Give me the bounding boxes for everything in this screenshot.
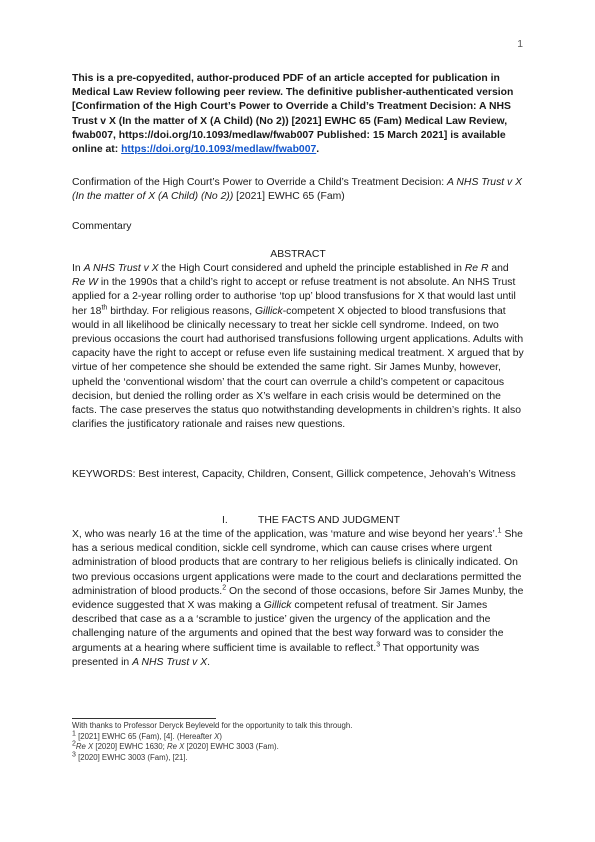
- section-number: I.: [222, 515, 228, 526]
- abstract-ordinal: th: [101, 304, 108, 312]
- section-p6: .: [207, 656, 211, 668]
- footnote-3-number: 3: [72, 751, 76, 759]
- footnote-divider: [72, 718, 216, 719]
- keywords: KEYWORDS: Best interest, Capacity, Children, Consent, Gillick competence, Jehovah’s Witness: [72, 469, 516, 480]
- abstract-s4: in the 1990s that a child’s right to accept or refuse treatment is not absolute. An NHS Trust applied for a 2-year rolling order to authorise ‘top up’ blood transfusions for X that would last until her 18: [72, 277, 516, 317]
- footnote-1-text: [2021] EWHC 65 (Fam), [4]. (Hereafter: [75, 731, 215, 741]
- footnote-1-italic: X: [214, 731, 220, 741]
- footnote-2-mid: [2020] EWHC 1630;: [93, 742, 167, 752]
- article-title-case: A NHS Trust v X (In the matter of X (A Child) (No 2)): [72, 177, 523, 203]
- footnote-ref-1[interactable]: 1: [497, 527, 502, 535]
- abstract-s3: and: [488, 263, 509, 274]
- abstract-case2: Re R: [464, 263, 489, 274]
- section-gillick: Gillick: [263, 600, 292, 612]
- footnote-2-case-b: Re X: [166, 742, 185, 752]
- footnote-3: [72, 753, 524, 764]
- notice-end: .: [316, 144, 320, 156]
- footnotes: [72, 721, 524, 763]
- footnote-3-text: [2020] EWHC 3003 (Fam), [21].: [75, 752, 188, 762]
- section-body: [72, 528, 524, 670]
- abstract-case1: A NHS Trust v X: [83, 263, 159, 274]
- publication-notice: [72, 72, 524, 157]
- doi-link[interactable]: https://doi.org/10.1093/medlaw/fwab007: [121, 144, 317, 156]
- article-title: [72, 176, 524, 204]
- commentary-label: Commentary: [72, 221, 132, 232]
- footnote-thanks: [72, 721, 524, 732]
- abstract-s5: birthday. For religious reasons,: [107, 305, 255, 317]
- section-p5: That opportunity was presented in: [72, 642, 480, 668]
- abstract-s2: the High Court considered and upheld the principle established in: [158, 263, 465, 274]
- abstract-gillick: Gillick: [254, 305, 283, 317]
- abstract-s6: -competent X objected to blood transfusions that would in all likelihood be clinically necessary to treat her sickle cell syndrome. Indeed, on two previous occasions the court had authorised transfusions following urgent applications. Adults with capacity have the right to accept or refuse even life sustaining medical treatment. X argued that by virtue of her competence she should be extended the same right. Sir James Munby, however, upheld the ‘conventional wisdom’ that the court can overrule a child’s competent or capacitous decision, but denied the rolling order as X’s welfare in each crisis would be determined on the facts. The case preserves the status quo notwithstanding developments in children’s rights. It also clarifies the justificatory rationale and raises new questions.: [72, 305, 524, 431]
- footnote-thanks-text: With thanks to Professor Deryck Beyleveld for the opportunity to talk this through.: [72, 721, 353, 730]
- article-title-citation: [2021] EWHC 65 (Fam): [233, 191, 345, 203]
- section-p3: On the second of those occasions, before Sir James Munby, the evidence suggested that X was making a: [72, 585, 524, 612]
- notice-text: This is a pre-copyedited, author-produced PDF of an article accepted for publication in Medical Law Review following peer review. The definitive publisher-authenticated version [Confirmation of the High Court’s Power to Override a Child’s Treatment Decision: A NHS Trust v X (In the matter of X (A Child) (No 2)) [2021] EWHC 65 (Fam) Medical Law Review, fwab007, https://doi.org/10.1093/medlaw/fwab007 Published: 15 March 2021] is available online at:: [72, 73, 514, 156]
- abstract-case3: Re W: [72, 277, 98, 289]
- section-case: A NHS Trust v X: [132, 656, 208, 668]
- footnote-1-end: ): [219, 731, 222, 741]
- footnote-2-number: 2: [72, 740, 76, 748]
- page-number: 1: [517, 39, 523, 50]
- footnote-ref-3[interactable]: 3: [376, 641, 381, 649]
- abstract-s1: In: [72, 263, 84, 274]
- section-p1: X, who was nearly 16 at the time of the application, was ‘mature and wise beyond her years’.: [72, 529, 498, 540]
- section-title: THE FACTS AND JUDGMENT: [258, 515, 401, 526]
- abstract-body: [72, 262, 524, 432]
- article-title-plain: Confirmation of the High Court’s Power to Override a Child’s Treatment Decision:: [72, 177, 447, 188]
- section-p2: She has a serious medical condition, sickle cell syndrome, which can cause crises where urgent administration of blood products that are contrary to her religious beliefs is clinically indicated. On two previous occasions urgent applications were made to the court and declarations permitted the administration of blood products.: [72, 529, 523, 597]
- abstract-heading: ABSTRACT: [270, 249, 326, 260]
- footnote-1: [72, 732, 524, 743]
- footnote-2-case-a: Re X: [75, 742, 94, 752]
- footnote-1-number: 1: [72, 730, 76, 737]
- footnote-2-end: [2020] EWHC 3003 (Fam).: [184, 742, 279, 752]
- footnote-ref-2[interactable]: 2: [222, 584, 227, 592]
- section-p4: competent refusal of treatment. Sir James described that case as a a ‘scramble to justice’ given the urgency of the application and the challenging nature of the arguments and opined that the best way forward was to consider the arguments at a hearing where sufficient time is available to reflect.: [72, 600, 504, 654]
- footnote-2: [72, 742, 524, 753]
